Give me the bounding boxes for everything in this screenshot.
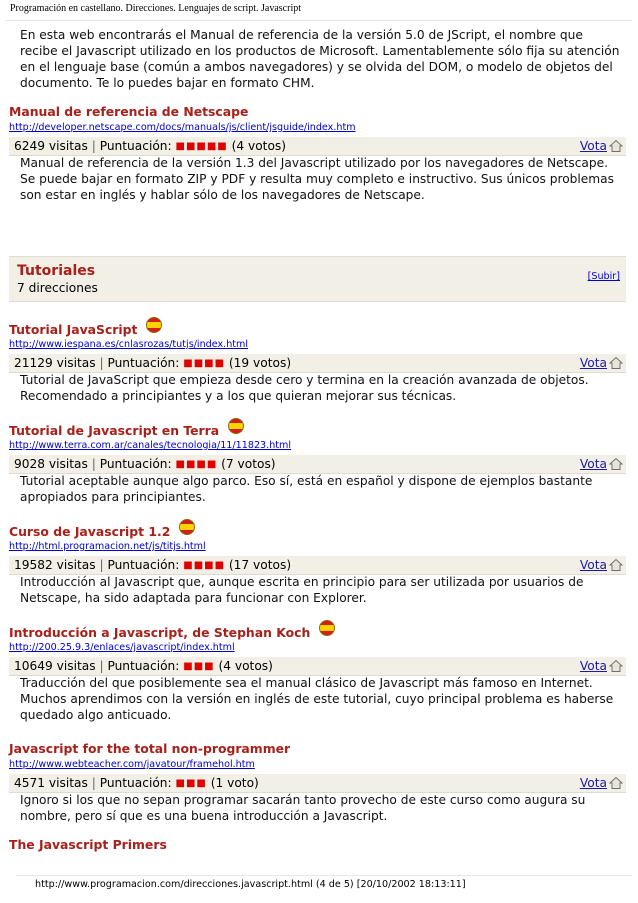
spanish-flag-icon xyxy=(179,519,195,535)
separator: | xyxy=(99,558,104,572)
vote-label[interactable]: Vota xyxy=(579,356,607,370)
visit-count: 19582 visitas xyxy=(14,558,96,572)
vote-button[interactable] xyxy=(580,455,623,473)
separator: | xyxy=(91,776,96,790)
entry-description: Traducción del que posiblemente sea el manual clásico de Javascript más famoso en Internet. Muchos aprendimos con la versión en inglés de este tutorial, cuyo principal problema es haberse quedado algo anticuado. xyxy=(20,676,614,722)
rating-label: Puntuación: xyxy=(99,139,172,153)
entry-title-javascript-primers[interactable] xyxy=(9,837,167,852)
rating-label: Puntuación: xyxy=(107,659,180,673)
rating-stats xyxy=(14,774,259,794)
home-vote-icon[interactable] xyxy=(609,776,623,790)
home-vote-icon[interactable] xyxy=(609,356,623,370)
section-title: Tutoriales xyxy=(17,263,96,279)
vote-label[interactable]: Vota xyxy=(579,776,607,790)
print-footer: http://www.programacion.com/direcciones.javascript.html (4 de 5) [20/10/2002 18:13:11] xyxy=(35,879,466,890)
entry-description: Tutorial de JavaScript que empieza desde cero y termina en la creación avanzada de objetos. Recomendado a principiantes y a los que quieran mejorar sus técnicas. xyxy=(20,373,589,403)
home-vote-icon[interactable] xyxy=(609,139,623,153)
separator: | xyxy=(91,457,96,471)
vote-button[interactable] xyxy=(580,657,623,675)
visit-count: 10649 visitas xyxy=(14,659,96,673)
vote-count: (7 votos) xyxy=(221,457,276,471)
rating-squares: ■■■■ xyxy=(175,459,218,470)
entry-title[interactable] xyxy=(9,741,290,756)
entry-url[interactable]: http://html.programacion.net/js/titjs.html xyxy=(9,541,206,552)
home-vote-icon[interactable] xyxy=(609,659,623,673)
spanish-flag-icon xyxy=(228,418,244,434)
rating-squares: ■■■■■ xyxy=(175,141,228,152)
section-count: 7 direcciones xyxy=(17,281,98,295)
rating-squares: ■■■ xyxy=(183,661,215,672)
spanish-flag-icon xyxy=(319,620,335,636)
vote-count: (19 votos) xyxy=(228,356,292,370)
separator: | xyxy=(99,356,104,370)
entry-url[interactable]: http://www.terra.com.ar/canales/tecnologia/11/11823.html xyxy=(9,440,292,451)
vote-label[interactable]: Vota xyxy=(579,659,607,673)
entry-description: Tutorial aceptable aunque algo parco. Eso sí, está en español y dispone de ejemplos bastante apropiados para principiantes. xyxy=(20,474,593,504)
rating-stats xyxy=(14,354,291,374)
entry-title[interactable] xyxy=(9,624,335,640)
entry-description: Ignoro si los que no sepan programar sacarán tanto provecho de este curso como augura su nombre, pero sí que es una buena introducción a Javascript. xyxy=(20,793,586,823)
vote-count: (4 votos) xyxy=(231,139,287,153)
rating-bar xyxy=(9,657,626,676)
entry-title-text[interactable]: The Javascript Primers xyxy=(9,837,167,852)
entry-title-text[interactable]: Tutorial JavaScript xyxy=(9,321,138,337)
entry-title-text[interactable]: Tutorial de Javascript en Terra xyxy=(9,422,220,438)
rating-stats xyxy=(14,455,276,475)
rating-bar-netscape xyxy=(9,137,626,156)
entry-url[interactable]: http://www.webteacher.com/javatour/framehol.htm xyxy=(9,759,255,770)
rating-squares: ■■■■ xyxy=(183,358,226,369)
print-header: Programación en castellano. Direcciones. Lenguajes de script. Javascript xyxy=(10,3,302,14)
vote-button[interactable] xyxy=(580,556,623,574)
entry-title-text[interactable]: Introducción a Javascript, de Stephan Koch xyxy=(9,624,311,640)
entry-url[interactable]: http://200.25.9.3/enlaces/javascript/index.html xyxy=(9,642,235,653)
vote-count: (1 voto) xyxy=(210,776,259,790)
subir-link[interactable]: [Subir] xyxy=(587,271,620,282)
rating-squares: ■■■■ xyxy=(183,560,226,571)
entry-url[interactable]: http://www.iespana.es/cnlasrozas/tutjs/index.html xyxy=(9,339,249,350)
vote-count: (17 votos) xyxy=(228,558,292,572)
entry-title-text[interactable]: Curso de Javascript 1.2 xyxy=(9,523,171,539)
rating-bar xyxy=(9,455,626,474)
rating-stats xyxy=(14,657,273,677)
rating-label: Puntuación: xyxy=(99,776,172,790)
vote-label[interactable]: Vota xyxy=(579,558,607,572)
separator: | xyxy=(91,139,96,153)
spanish-flag-icon xyxy=(146,317,162,333)
visit-count: 9028 visitas xyxy=(14,457,88,471)
entry-title-netscape[interactable] xyxy=(9,104,248,119)
rating-squares: ■■■ xyxy=(175,778,207,789)
entry-title[interactable] xyxy=(9,321,162,337)
entry-url-netscape[interactable]: http://developer.netscape.com/docs/manuals/js/client/jsguide/index.htm xyxy=(9,122,356,133)
rating-label: Puntuación: xyxy=(107,558,180,572)
vote-label[interactable]: Vota xyxy=(579,139,607,153)
home-vote-icon[interactable] xyxy=(609,558,623,572)
entry-description: Introducción al Javascript que, aunque escrita en principio para ser utilizada por usuarios de Netscape, ha sido adaptada para funcionar con Explorer. xyxy=(20,575,584,605)
header-divider xyxy=(6,20,632,21)
vote-button[interactable] xyxy=(580,354,623,372)
rating-bar xyxy=(9,556,626,575)
footer-divider xyxy=(16,875,632,876)
entry-title-text[interactable]: Manual de referencia de Netscape xyxy=(9,104,249,119)
entry-title[interactable] xyxy=(9,523,195,539)
intro-description: En esta web encontrarás el Manual de referencia de la versión 5.0 de JScript, el nombre que recibe el Javascript utilizado en los productos de Microsoft. Lamentablemente sólo fija su atención en el lenguaje base (común a ambos navegadores) y se olvida del DOM, o modelo de objetos del documento. Te lo puedes bajar en formato CHM. xyxy=(20,28,620,90)
vote-button[interactable] xyxy=(580,137,623,155)
rating-label: Puntuación: xyxy=(107,356,180,370)
entry-title-text[interactable]: Javascript for the total non-programmer xyxy=(9,741,291,756)
vote-label[interactable]: Vota xyxy=(579,457,607,471)
visit-count: 21129 visitas xyxy=(14,356,96,370)
entry-description-netscape: Manual de referencia de la versión 1.3 del Javascript utilizado por los navegadores de Netscape. Se puede bajar en formato ZIP y PDF y resulta muy completo e instructivo. Sus únicos problemas son estar en inglés y hablar sólo de los navegadores de Netscape. xyxy=(20,156,614,202)
rating-label: Puntuación: xyxy=(99,457,172,471)
separator: | xyxy=(99,659,104,673)
visit-count: 6249 visitas xyxy=(14,139,88,153)
vote-count: (4 votos) xyxy=(218,659,273,673)
rating-bar xyxy=(9,354,626,373)
rating-stats xyxy=(14,556,291,576)
rating-bar xyxy=(9,774,626,793)
section-header-tutoriales xyxy=(9,256,626,302)
home-vote-icon[interactable] xyxy=(609,457,623,471)
rating-stats xyxy=(14,137,286,157)
entry-title[interactable] xyxy=(9,422,244,438)
visit-count: 4571 visitas xyxy=(14,776,88,790)
vote-button[interactable] xyxy=(580,774,623,792)
